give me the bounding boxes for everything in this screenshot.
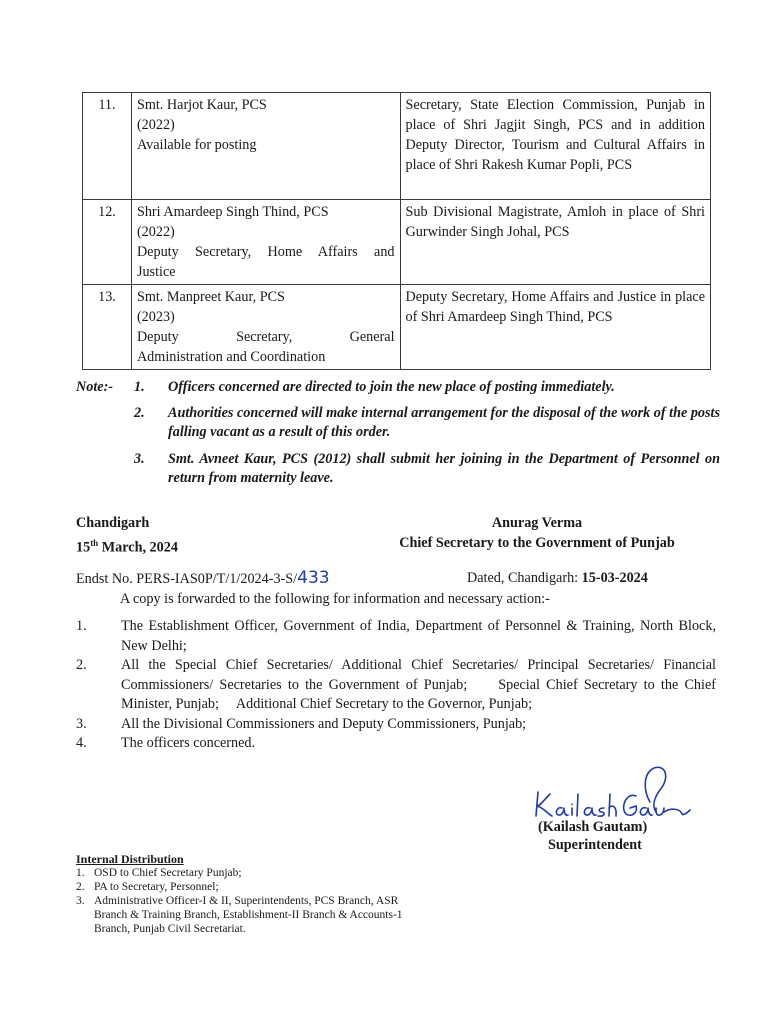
officer-current-post-cont: Administration and Coordination (136, 349, 326, 365)
officer-cell (131, 285, 400, 370)
note-number: 1. (134, 379, 145, 395)
item-text: Administrative Officer-I & II, Superintendents, PCS Branch, ASR Branch & Training Branch, Establishment-II Branch & Accounts-1 Branch, Punjab Civil Secretariat. (94, 895, 403, 935)
serial-number: 12. (83, 200, 132, 285)
issue-date-day: 15 (76, 539, 91, 556)
signature-stroke (536, 792, 552, 816)
signature-stroke (664, 809, 690, 814)
item-text: The officers concerned. (121, 735, 256, 751)
item-number: 2. (76, 881, 85, 893)
postings-table (82, 92, 711, 370)
dated-label: Dated, Chandigarh: (467, 570, 582, 586)
officer-current-post: Deputy Secretary, General (136, 329, 395, 345)
dated-value: 15-03-2024 (581, 570, 648, 586)
list-item (76, 734, 716, 754)
signatory-name: (Kailash Gautam) (538, 819, 648, 835)
item-number: 2. (76, 657, 87, 673)
internal-distribution-heading: Internal Distribution (76, 852, 184, 866)
signature-stroke (598, 808, 604, 816)
item-number: 3. (76, 715, 87, 732)
handwritten-signature (532, 764, 702, 824)
table-row (83, 93, 711, 200)
signatory-designation: Superintendent (548, 837, 642, 853)
signer-title: Chief Secretary to the Government of Punjab (399, 535, 675, 551)
endorsement-prefix: Endst No. PERS-IAS0P/T/1/2024-3-S/ (76, 571, 298, 587)
list-item (76, 715, 716, 735)
issue-place: Chandigarh (76, 515, 150, 531)
officer-name: Smt. Manpreet Kaur, PCS (136, 289, 285, 305)
note-number: 3. (134, 451, 145, 467)
officer-current-post: Available for posting (136, 137, 257, 153)
officer-name: Shri Amardeep Singh Thind, PCS (136, 204, 329, 220)
signature-stroke (609, 794, 616, 816)
signature-stroke (645, 767, 665, 812)
item-text: All the Special Chief Secretaries/ Additional Chief Secretaries/ Principal Secretaries/ Financial Commissioners/ Secretaries to the Government of Punjab; Special Chief Secretary to the Chief Minister, Punjab; Additional Chief Secretary to the Governor, Punjab; (121, 657, 720, 712)
officer-batch: (2023) (136, 309, 175, 325)
officer-current-post: Deputy Secretary, Home Affairs and (136, 244, 395, 260)
item-number: 1. (76, 618, 87, 634)
serial-number: 11. (83, 93, 132, 200)
signature-stroke (556, 808, 568, 815)
list-item (76, 880, 424, 894)
officer-batch: (2022) (136, 224, 175, 240)
note-label: Note:- (76, 379, 114, 395)
table-row (83, 200, 711, 285)
item-text: PA to Secretary, Personnel; (94, 881, 219, 893)
item-text: OSD to Chief Secretary Punjab; (94, 867, 242, 879)
item-number: 3. (76, 895, 85, 907)
signature-stroke (584, 808, 596, 815)
officer-name: Smt. Harjot Kaur, PCS (136, 97, 267, 113)
recipient-list (76, 617, 720, 754)
endorsement-number (76, 568, 330, 589)
posting-cell: Sub Divisional Magistrate, Amloh in place of Shri Gurwinder Singh Johal, PCS (400, 200, 710, 285)
note-text: Smt. Avneet Kaur, PCS (2012) shall submit her joining in the Department of Personnel on return from maternity leave. (168, 451, 720, 486)
signature-stroke (624, 795, 637, 815)
list-item (76, 866, 424, 880)
issue-date (76, 533, 178, 558)
internal-distribution (76, 852, 424, 936)
list-item (76, 617, 716, 656)
table-row (83, 285, 711, 370)
forward-text: A copy is forwarded to the following for information and necessary action:- (120, 591, 550, 607)
signature-stroke (656, 808, 664, 815)
posting-cell: Deputy Secretary, Home Affairs and Justice in place of Shri Amardeep Singh Thind, PCS (400, 285, 710, 370)
officer-cell (131, 93, 400, 200)
note-text: Officers concerned are directed to join the new place of posting immediately. (168, 379, 615, 395)
list-item (76, 894, 424, 936)
endorsement-date (467, 568, 648, 588)
item-text: All the Divisional Commissioners and Deputy Commissioners, Punjab; (121, 715, 527, 732)
officer-batch: (2022) (136, 117, 175, 133)
signature-stroke (640, 808, 652, 815)
item-text: The Establishment Officer, Government of India, Department of Personnel & Training, North Block, New Delhi; (121, 618, 716, 654)
list-item (76, 656, 720, 715)
issue-date-rest: March, 2024 (98, 539, 178, 556)
note-text: Authorities concerned will make internal arrangement for the disposal of the work of the posts falling vacant as a result of this order. (168, 405, 720, 440)
posting-cell: Secretary, State Election Commission, Punjab in place of Shri Jagjit Singh, PCS and in addition Deputy Director, Tourism and Cultural Affairs in place of Shri Rakesh Kumar Popli, PCS (400, 93, 710, 200)
officer-cell (131, 200, 400, 285)
serial-number: 13. (83, 285, 132, 370)
item-number: 1. (76, 867, 85, 879)
item-number: 4. (76, 735, 87, 751)
signer-name: Anurag Verma (491, 515, 583, 531)
officer-current-post-cont: Justice (136, 264, 176, 280)
signature-stroke (577, 794, 578, 816)
handwritten-number: 433 (297, 568, 330, 588)
note-number: 2. (134, 405, 145, 421)
issue-date-suffix: th (90, 538, 99, 548)
